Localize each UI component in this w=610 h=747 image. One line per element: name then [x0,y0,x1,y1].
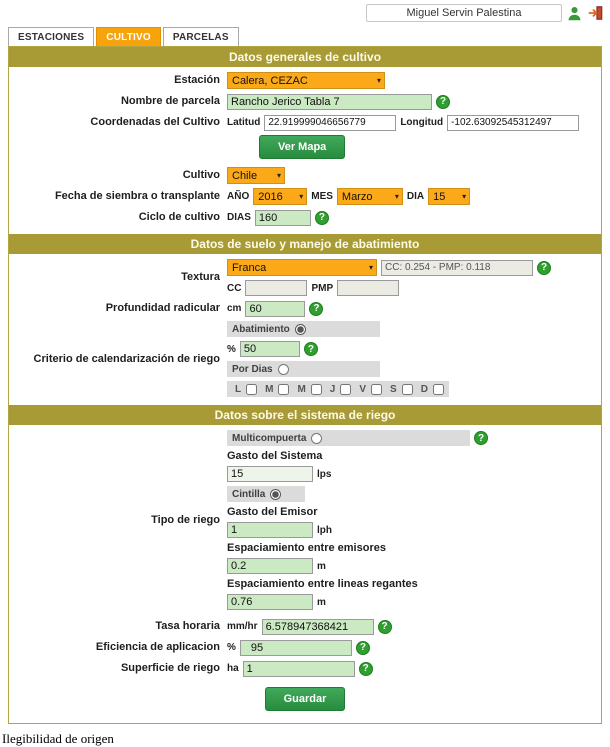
cc-input [245,280,307,296]
estacion-label: Estación [174,74,220,87]
day-checkbox-jueves[interactable] [340,384,351,395]
lps-label: lps [317,468,332,480]
cultivo-form [8,46,602,724]
textura-select-value: Franca [232,261,267,274]
porcentaje-input[interactable] [240,341,300,357]
day-label: S [390,383,397,395]
longitud-label: Longitud [400,117,444,128]
nombre-parcela-input[interactable] [227,94,432,110]
caption-text: Ilegibilidad de origen [2,731,114,746]
esp-lineas-input[interactable] [227,594,313,610]
day-label: V [359,383,367,395]
tasa-horaria-label: Tasa horaria [155,620,220,633]
latitud-label: Latitud [227,117,261,128]
pmp-input [337,280,399,296]
gasto-sistema-input[interactable] [227,466,313,482]
mmhr-label: mm/hr [227,621,258,632]
criterio-label: Criterio de calendarización de riego [33,352,220,365]
tab-estaciones[interactable]: ESTACIONES [8,27,94,46]
guardar-row [9,687,601,711]
eficiencia-row [9,639,601,656]
superficie-input[interactable] [243,661,355,677]
topbar [0,0,610,24]
estacion-row [9,72,601,89]
mes-select[interactable] [337,188,403,205]
tipo-riego-row [9,430,601,610]
tab-cultivo[interactable]: CULTIVO [96,27,161,46]
nombre-parcela-label: Nombre de parcela [120,95,220,108]
ha-label: ha [227,663,239,674]
profundidad-label: Profundidad radicular [105,302,220,315]
coordenadas-row [9,114,601,131]
chevron-down-icon: ▾ [462,192,467,201]
por-dias-label: Por Dias [232,363,273,375]
ano-label: AÑO [227,191,250,202]
cm-label: cm [227,303,242,314]
por-dias-option[interactable] [227,361,380,377]
multicompuerta-radio[interactable] [311,433,322,444]
longitud-input[interactable] [447,115,579,131]
chevron-down-icon: ▾ [394,192,399,201]
cultivo-label: Cultivo [182,169,220,182]
multicompuerta-option[interactable] [227,430,470,446]
section-header-riego: Datos sobre el sistema de riego [9,405,601,425]
textura-row [9,259,601,296]
dia-label: DIA [406,191,425,202]
help-icon[interactable]: ? [359,662,373,676]
help-icon[interactable]: ? [309,302,323,316]
username-input[interactable] [366,4,562,22]
pmp-label: PMP [311,282,334,294]
cc-pmp-display [381,260,533,276]
day-label: J [329,383,336,395]
tipo-riego-label: Tipo de riego [151,513,220,526]
ano-select[interactable] [253,188,307,205]
cintilla-option[interactable] [227,486,305,502]
cultivo-row [9,167,601,184]
chevron-down-icon: ▾ [299,192,304,201]
m-label: m [317,596,326,608]
help-icon[interactable]: ? [378,620,392,634]
gasto-sistema-label: Gasto del Sistema [227,450,323,462]
day-checkbox-lunes[interactable] [246,384,257,395]
abatimiento-option[interactable] [227,321,380,337]
guardar-button[interactable]: Guardar [265,687,346,711]
coordenadas-label: Coordenadas del Cultivo [90,116,220,129]
tab-bar [8,27,610,46]
chevron-down-icon: ▾ [276,171,281,180]
esp-lineas-label: Espaciamiento entre lineas regantes [227,578,418,590]
cintilla-label: Cintilla [232,488,266,500]
gasto-emisor-label: Gasto del Emisor [227,506,318,518]
abatimiento-radio[interactable] [295,324,306,335]
profundidad-row [9,300,601,317]
cultivo-select[interactable] [227,167,285,184]
eficiencia-label: Eficiencia de aplicacion [95,641,220,654]
tasa-horaria-input[interactable] [262,619,374,635]
day-checkbox-miercoles[interactable] [311,384,322,395]
help-icon[interactable]: ? [474,431,488,445]
textura-select[interactable] [227,259,377,276]
ciclo-dias-input[interactable] [255,210,311,226]
abatimiento-label: Abatimiento [232,323,290,335]
day-checkbox-sabado[interactable] [402,384,413,395]
estacion-select[interactable] [227,72,385,89]
pct-label: % [227,642,236,653]
cultivo-select-value: Chile [232,169,258,182]
section-header-general: Datos generales de cultivo [9,47,601,67]
textura-label: Textura [181,271,220,284]
cc-label: CC [227,282,242,294]
ciclo-cultivo-label: Ciclo de cultivo [138,211,220,224]
ciclo-cultivo-row [9,209,601,226]
esp-emisores-label: Espaciamiento entre emisores [227,542,386,554]
ano-select-value: 2016 [258,190,283,203]
help-icon[interactable]: ? [436,95,450,109]
superficie-label: Superficie de riego [120,662,220,675]
ver-mapa-row [9,135,601,159]
porcentaje-label: % [227,343,236,355]
nombre-parcela-row [9,93,601,110]
section-header-suelo: Datos de suelo y manejo de abatimiento [9,234,601,254]
eficiencia-input[interactable] [240,640,352,656]
profundidad-input[interactable] [245,301,305,317]
tab-parcelas[interactable]: PARCELAS [163,27,239,46]
chevron-down-icon: ▾ [368,263,373,272]
help-icon[interactable]: ? [537,261,551,275]
help-icon[interactable]: ? [304,342,318,356]
m-label: m [317,560,326,572]
gasto-emisor-input[interactable] [227,522,313,538]
esp-emisores-input[interactable] [227,558,313,574]
day-checkbox-martes[interactable] [278,384,289,395]
day-label: M [265,383,274,395]
day-checkbox-viernes[interactable] [371,384,382,395]
criterio-row [9,321,601,397]
user-icon[interactable] [566,5,583,22]
help-icon[interactable]: ? [315,211,329,225]
day-label: D [420,383,428,395]
latitud-input[interactable] [264,115,396,131]
logout-icon[interactable] [587,5,604,21]
por-dias-radio[interactable] [278,364,289,375]
chevron-down-icon: ▾ [376,76,381,85]
day-label: M [297,383,306,395]
day-checkbox-domingo[interactable] [433,384,444,395]
superficie-row [9,660,601,677]
dias-label: DIAS [227,212,251,223]
fecha-siembra-label: Fecha de siembra o transplante [54,190,220,203]
dia-select[interactable] [428,188,470,205]
mes-select-value: Marzo [341,190,373,203]
fecha-siembra-row [9,188,601,205]
ver-mapa-button[interactable]: Ver Mapa [259,135,345,159]
days-selector [227,381,449,397]
help-icon[interactable]: ? [356,641,370,655]
day-label: L [235,383,242,395]
multicompuerta-label: Multicompuerta [232,432,307,444]
tasa-horaria-row [9,618,601,635]
estacion-select-value: Calera, CEZAC [232,74,308,87]
mes-label: MES [311,191,333,202]
dia-select-value: 15 [433,190,446,203]
cintilla-radio[interactable] [270,489,281,500]
lph-label: lph [317,524,332,536]
